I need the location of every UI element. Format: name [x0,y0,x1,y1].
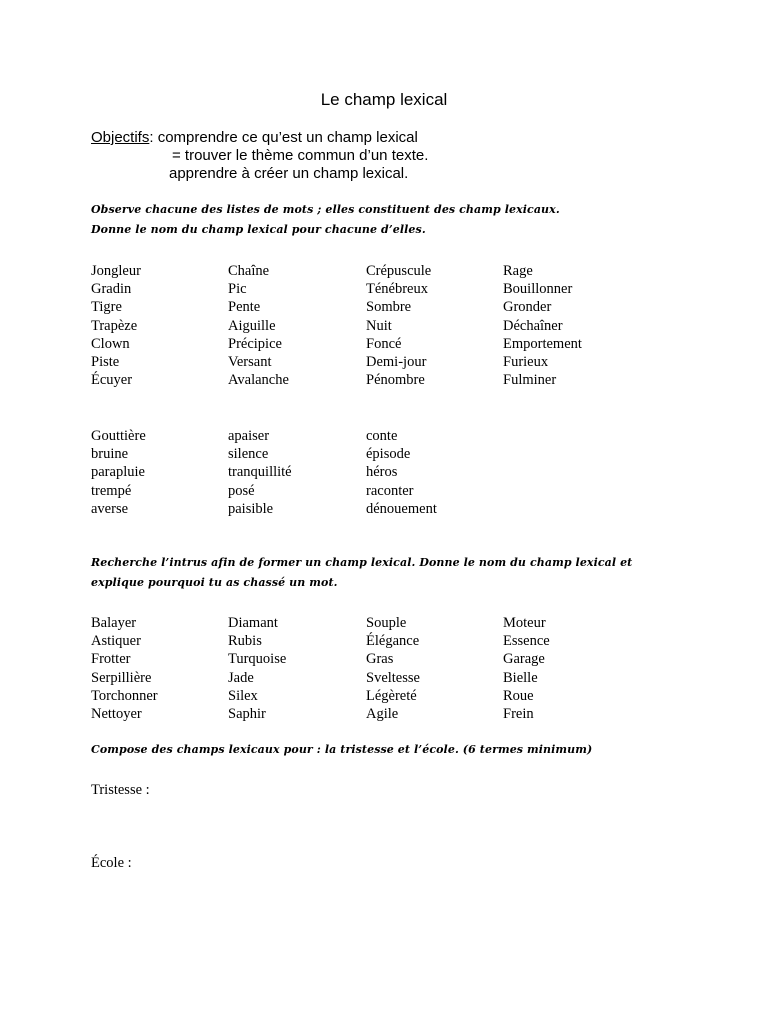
word-item: Ténébreux [366,281,428,298]
word-item: Rubis [228,633,262,650]
word-column [91,614,228,723]
word-item: Rage [503,263,533,279]
page-title: Le champ lexical [320,90,448,109]
word-item: tranquillité [228,464,292,481]
word-item: Légèreté [366,687,417,704]
word-item: Roue [503,687,534,704]
exercise-1-instruction-line-2: Donne le nom du champ lexical pour chacune d’elles. [91,223,426,236]
word-item: Avalanche [228,372,289,389]
word-item: paisible [228,500,274,517]
word-item: Nuit [366,317,392,334]
word-item: Moteur [503,615,546,631]
word-item: averse [91,500,129,517]
objectives-label: Objectifs [91,129,150,146]
word-item: Frein [503,706,534,723]
word-item: Jade [228,669,254,686]
word-item: Déchaîner [503,317,563,334]
word-column [366,614,503,723]
tristesse-label: Tristesse : [91,782,150,798]
word-item: Chaîne [228,263,270,279]
objectives-text-1: : comprendre ce qu’est un champ lexical [149,129,418,146]
word-item: trempé [91,482,132,499]
word-item: Tigre [91,299,122,316]
word-item: Foncé [366,335,402,352]
word-item: apaiser [228,428,270,444]
word-item: Gradin [91,281,132,298]
word-item: Sveltesse [366,669,420,686]
objectives-block [91,129,428,183]
word-item: Fulminer [503,372,557,389]
word-item: Gronder [503,299,552,316]
word-item: Balayer [91,615,137,631]
word-item: Torchonner [91,687,158,704]
word-column [366,427,503,518]
word-item: posé [228,482,255,499]
word-item: Turquoise [228,651,287,668]
exercise-2-instruction [91,553,632,593]
word-item: Pente [228,299,261,316]
word-column [228,427,366,518]
word-column [228,614,366,723]
word-item: parapluie [91,464,145,481]
word-item: Bouillonner [503,281,573,298]
word-item: Aiguille [228,317,276,334]
word-column [366,262,503,389]
word-item: Clown [91,335,130,352]
word-column [228,262,366,389]
word-item: Gras [366,651,394,668]
word-item: Agile [366,706,399,723]
word-item: Versant [228,354,272,371]
word-item: héros [366,464,398,481]
objectives-line-1 [91,129,428,147]
word-list-intrus [91,614,623,723]
word-column [503,262,623,389]
exercise-1-instruction [91,200,560,240]
word-column [503,614,623,723]
word-column [91,427,228,518]
word-item: conte [366,428,398,444]
word-item: Bielle [503,669,538,686]
word-item: Diamant [228,615,278,631]
exercise-3-instruction: Compose des champs lexicaux pour : la tristesse et l’école. (6 termes minimum) [91,743,593,756]
exercise-2-instruction-line-2: explique pourquoi tu as chassé un mot. [91,576,338,589]
ecole-label: École : [91,855,132,871]
word-item: Frotter [91,651,131,668]
exercise-2-instruction-line-1: Recherche l’intrus afin de former un champ lexical. Donne le nom du champ lexical et [91,556,633,569]
word-item: Silex [228,687,258,704]
word-item: Élégance [366,633,420,650]
objectives-line-3: apprendre à créer un champ lexical. [169,165,409,182]
word-item: Astiquer [91,633,141,650]
word-item: Écuyer [91,372,133,389]
word-item: Demi-jour [366,354,427,371]
word-item: Gouttière [91,428,146,444]
word-item: silence [228,446,269,463]
word-item: bruine [91,446,129,463]
word-item: Furieux [503,354,549,371]
word-item: Serpillière [91,669,152,686]
word-item: Emportement [503,335,582,352]
word-item: Souple [366,615,407,631]
exercise-1-instruction-line-1: Observe chacune des listes de mots ; elles constituent des champ lexicaux. [91,203,560,216]
word-item: Sombre [366,299,412,316]
word-item: Essence [503,633,550,650]
objectives-line-2: = trouver le thème commun d’un texte. [172,147,429,164]
word-item: Piste [91,354,120,371]
word-list-group-1 [91,262,623,389]
word-item: Précipice [228,335,282,352]
word-list-group-2 [91,427,623,518]
word-item: Garage [503,651,545,668]
word-item: raconter [366,482,414,499]
word-item: Pic [228,281,247,298]
word-column [91,262,228,389]
word-item: Jongleur [91,263,141,279]
word-item: Saphir [228,706,266,723]
word-item: Nettoyer [91,706,142,723]
word-item: Trapèze [91,317,138,334]
word-item: épisode [366,446,411,463]
word-item: Crépuscule [366,263,432,279]
word-item: Pénombre [366,372,425,389]
word-item: dénouement [366,500,437,517]
